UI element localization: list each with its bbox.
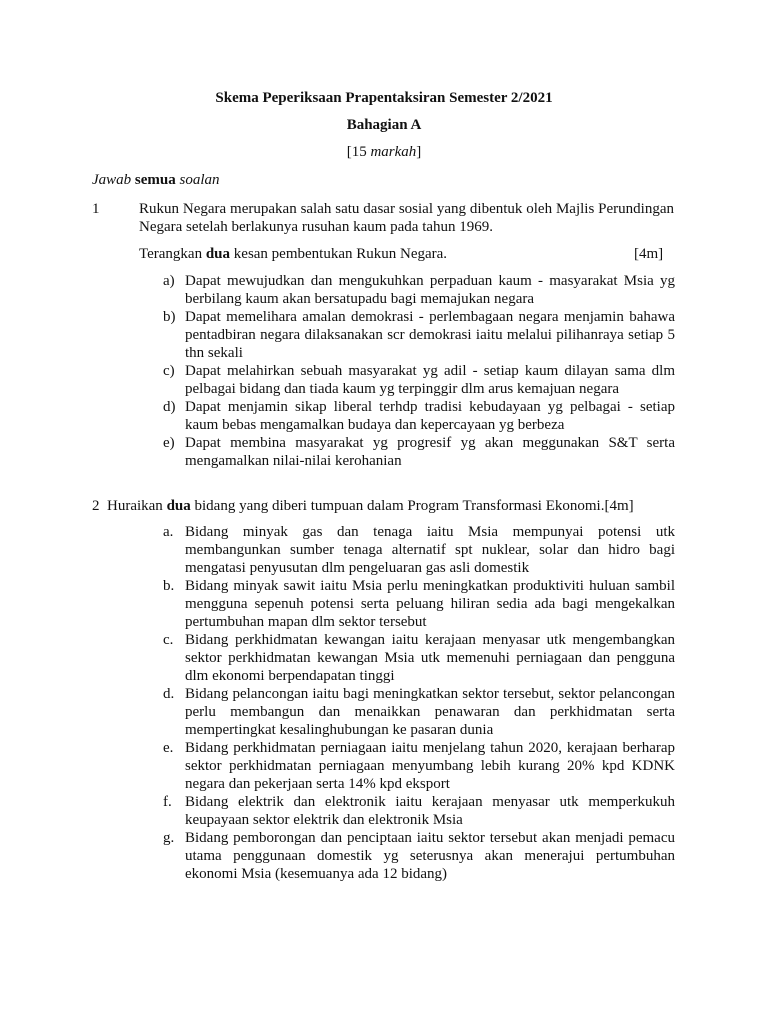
answer-label: e) <box>163 435 175 451</box>
question-2-answer-item <box>163 523 675 577</box>
question-2-answers <box>163 523 675 883</box>
section-title: Bahagian A <box>346 117 422 133</box>
instruction: Jawab semua soalan <box>92 172 220 188</box>
answer-text: Dapat melahirkan sebuah masyarakat yg adil - setiap kaum dilayan sama dlm pelbagai bidang dan tiada kaum yg terpinggir dlm arus kemajuan negara <box>185 363 675 397</box>
question-1-answer-item <box>163 272 675 308</box>
answer-label: d. <box>163 686 175 702</box>
question-1-answer-item <box>163 308 675 362</box>
question-2-answer-item <box>163 577 675 631</box>
answer-text: Bidang minyak sawit iaitu Msia perlu meningkatkan produktiviti huluan sambil mengguna sepenuh potensi serta peluang hiliran sedia ada bagi mengekalkan pertumbuhan mapan dlm sektor tersebut <box>185 578 675 630</box>
answer-label: c) <box>163 363 175 379</box>
answer-label: d) <box>163 399 176 415</box>
question-1-answer-item <box>163 398 675 434</box>
answer-label: b) <box>163 309 176 325</box>
document-title: Skema Peperiksaan Prapentaksiran Semester 2/2021 <box>215 90 553 106</box>
question-1-prompt: Terangkan dua kesan pembentukan Rukun Negara. <box>139 246 448 262</box>
question-1-number: 1 <box>92 201 100 217</box>
answer-text: Bidang perkhidmatan kewangan iaitu kerajaan menyasar utk mengembangkan sektor perkhidmatan kewangan Msia utk memenuhi perniagaan dan pengguna dlm ekonomi berpendapatan tinggi <box>185 632 675 684</box>
question-1-text: Rukun Negara merupakan salah satu dasar sosial yang dibentuk oleh Majlis Perundingan Negara setelah berlakunya rusuhan kaum pada tahun 1969. <box>139 201 674 235</box>
answer-label: e. <box>163 740 174 756</box>
answer-text: Bidang elektrik dan elektronik iaitu kerajaan menyasar utk memperkukuh keupayaan sektor elektrik dan elektronik Msia <box>185 794 675 828</box>
answer-label: a. <box>163 524 174 540</box>
answer-label: f. <box>163 794 172 810</box>
question-1-answer-item <box>163 434 675 470</box>
question-2-answer-item <box>163 793 675 829</box>
answer-label: g. <box>163 830 175 846</box>
answer-label: b. <box>163 578 175 594</box>
question-2-answer-item <box>163 829 675 883</box>
question-2-answer-item <box>163 685 675 739</box>
question-2-answer-item <box>163 739 675 793</box>
answer-text: Dapat menjamin sikap liberal terhdp tradisi kebudayaan yg pelbagai - setiap kaum bebas mengamalkan budaya dan kepercayaan yg berbeza <box>185 399 675 433</box>
answer-text: Dapat memelihara amalan demokrasi - perlembagaan negara menjamin bahawa pentadbiran negara dilaksanakan scr demokrasi iaitu melalui pilihanraya setiap 5 thn sekali <box>185 309 675 361</box>
question-1-answer-item <box>163 362 675 398</box>
answer-text: Bidang minyak gas dan tenaga iaitu Msia mempunyai potensi utk membangunkan sumber tenaga alternatif spt nuklear, solar dan hidro bagi mengatasi penyusutan dlm pengeluaran gas asli domestik <box>185 524 675 576</box>
answer-label: c. <box>163 632 174 648</box>
answer-text: Bidang pelancongan iaitu bagi meningkatkan sektor tersebut, sektor pelancongan perlu membangun dan menaikkan penawaran dan perkhidmatan serta mempertingkat kesalinghubungan ke pasaran dunia <box>185 686 675 738</box>
question-1-answers <box>163 272 675 470</box>
answer-text: Bidang pemborongan dan penciptaan iaitu sektor tersebut akan menjadi pemacu utama penggunaan domestik yg seterusnya akan menerajui pertumbuhan ekonomi Msia (kesemuanya ada 12 bidang) <box>185 830 675 882</box>
answer-text: Dapat membina masyarakat yg progresif yg akan meggunakan S&T serta mengamalkan nilai-nilai kerohanian <box>185 435 675 469</box>
answer-label: a) <box>163 273 175 289</box>
section-marks: [15 markah] <box>346 144 422 160</box>
question-1-mark: [4m] <box>634 246 664 262</box>
question-2-prompt: 2 Huraikan dua bidang yang diberi tumpuan dalam Program Transformasi Ekonomi.[4m] <box>92 498 634 514</box>
answer-text: Dapat mewujudkan dan mengukuhkan perpaduan kaum - masyarakat Msia yg berbilang kaum akan bersatupadu bagi memajukan negara <box>185 273 675 307</box>
question-2-answer-item <box>163 631 675 685</box>
answer-text: Bidang perkhidmatan perniagaan iaitu menjelang tahun 2020, kerajaan berharap sektor perkhidmatan perniagaan menyumbang lebih kurang 20% kpd KDNK negara dan pekerjaan serta 14% kpd eksport <box>185 740 675 792</box>
